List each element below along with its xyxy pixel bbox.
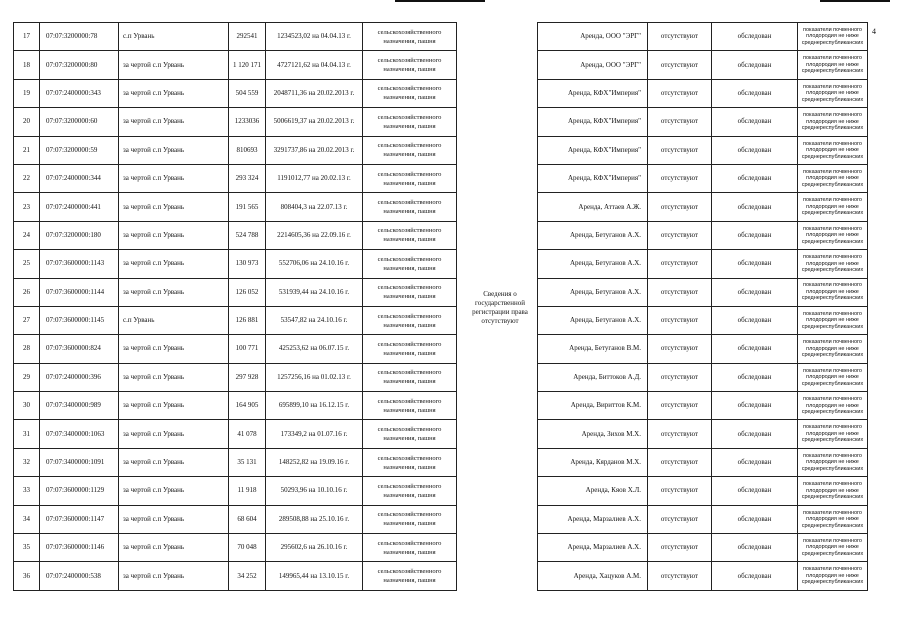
plot-area: 70 048 <box>229 534 266 562</box>
row-number: 30 <box>14 392 40 420</box>
fertility-note: показатели почвенного плодородия не ниже среднереспубликанских <box>798 221 868 249</box>
plot-location: за чертой с.п Урвань <box>119 250 229 278</box>
tenant: Аренда, Кяов Х.Л. <box>538 477 648 505</box>
land-purpose: сельскохозяйственного назначения, пашня <box>363 136 457 164</box>
tenant: Аренда, Вириттов К.М. <box>538 392 648 420</box>
table-row <box>14 505 457 533</box>
tenant: Аренда, Бетуганов А.Х. <box>538 278 648 306</box>
plot-area: 41 078 <box>229 420 266 448</box>
tenant: Аренда, КФХ"Империя" <box>538 79 648 107</box>
cadastral-number: 07:07:3200000:59 <box>40 136 119 164</box>
encumbrance: отсутствуют <box>648 505 712 533</box>
encumbrance: отсутствуют <box>648 108 712 136</box>
cadastral-value: 289508,88 на 25.10.16 г. <box>266 505 363 533</box>
table-row <box>14 108 457 136</box>
land-purpose: сельскохозяйственного назначения, пашня <box>363 23 457 51</box>
cadastral-number: 07:07:3200000:180 <box>40 221 119 249</box>
plot-location: за чертой с.п Урвань <box>119 363 229 391</box>
table-row <box>538 392 868 420</box>
table-row <box>14 335 457 363</box>
row-number: 28 <box>14 335 40 363</box>
land-purpose: сельскохозяйственного назначения, пашня <box>363 108 457 136</box>
table-row <box>14 477 457 505</box>
cadastral-number: 07:07:3200000:78 <box>40 23 119 51</box>
tenant: Аренда, КФХ"Империя" <box>538 108 648 136</box>
table-row <box>538 420 868 448</box>
table-row <box>14 23 457 51</box>
table-row <box>14 562 457 590</box>
table-row <box>538 477 868 505</box>
encumbrance: отсутствуют <box>648 250 712 278</box>
plot-location: за чертой с.п Урвань <box>119 136 229 164</box>
cadastral-number: 07:07:3400000:989 <box>40 392 119 420</box>
table-row <box>538 221 868 249</box>
fertility-note: показатели почвенного плодородия не ниже среднереспубликанских <box>798 108 868 136</box>
plot-area: 524 788 <box>229 221 266 249</box>
tenant: Аренда, Бетуганов А.Х. <box>538 306 648 334</box>
tenant: Аренда, Зихов М.Х. <box>538 420 648 448</box>
encumbrance: отсутствуют <box>648 278 712 306</box>
land-purpose: сельскохозяйственного назначения, пашня <box>363 505 457 533</box>
survey-status: обследован <box>712 306 798 334</box>
cadastral-value: 2214605,36 на 22.09.16 г. <box>266 221 363 249</box>
plot-location: за чертой с.п Урвань <box>119 505 229 533</box>
table-row <box>538 335 868 363</box>
cadastral-number: 07:07:3600000:1146 <box>40 534 119 562</box>
cadastral-value: 53547,82 на 24.10.16 г. <box>266 306 363 334</box>
cadastral-number: 07:07:2400000:343 <box>40 79 119 107</box>
scan-edge-mark <box>820 0 890 2</box>
fertility-note: показатели почвенного плодородия не ниже среднереспубликанских <box>798 23 868 51</box>
tenant: Аренда, Бетуганов А.Х. <box>538 250 648 278</box>
tenant: Аренда, Аттаев А.Ж. <box>538 193 648 221</box>
table-row <box>14 193 457 221</box>
survey-status: обследован <box>712 136 798 164</box>
cadastral-value: 2048711,36 на 20.02.2013 г. <box>266 79 363 107</box>
plot-area: 297 928 <box>229 363 266 391</box>
row-number: 24 <box>14 221 40 249</box>
plot-area: 164 905 <box>229 392 266 420</box>
encumbrance: отсутствуют <box>648 221 712 249</box>
table-row <box>14 448 457 476</box>
table-row <box>14 79 457 107</box>
table-row <box>14 306 457 334</box>
cadastral-number: 07:07:3600000:1143 <box>40 250 119 278</box>
row-number: 23 <box>14 193 40 221</box>
fertility-note: показатели почвенного плодородия не ниже среднереспубликанских <box>798 335 868 363</box>
fertility-note: показатели почвенного плодородия не ниже среднереспубликанских <box>798 136 868 164</box>
row-number: 29 <box>14 363 40 391</box>
row-number: 34 <box>14 505 40 533</box>
land-purpose: сельскохозяйственного назначения, пашня <box>363 477 457 505</box>
row-number: 26 <box>14 278 40 306</box>
plot-location: за чертой с.п Урвань <box>119 221 229 249</box>
plot-area: 11 918 <box>229 477 266 505</box>
tenant: Аренда, Бетуганов В.М. <box>538 335 648 363</box>
cadastral-value: 808404,3 на 22.07.13 г. <box>266 193 363 221</box>
plot-location: за чертой с.п Урвань <box>119 193 229 221</box>
fertility-note: показатели почвенного плодородия не ниже среднереспубликанских <box>798 363 868 391</box>
fertility-note: показатели почвенного плодородия не ниже среднереспубликанских <box>798 448 868 476</box>
cadastral-number: 07:07:3400000:1063 <box>40 420 119 448</box>
plot-area: 292541 <box>229 23 266 51</box>
encumbrance: отсутствуют <box>648 193 712 221</box>
encumbrance: отсутствуют <box>648 79 712 107</box>
plot-area: 100 771 <box>229 335 266 363</box>
encumbrance: отсутствуют <box>648 448 712 476</box>
table-row <box>538 278 868 306</box>
fertility-note: показатели почвенного плодородия не ниже среднереспубликанских <box>798 562 868 590</box>
land-purpose: сельскохозяйственного назначения, пашня <box>363 250 457 278</box>
table-row <box>538 136 868 164</box>
cadastral-number: 07:07:3400000:1091 <box>40 448 119 476</box>
row-number: 25 <box>14 250 40 278</box>
tenant: Аренда, Марзалиев А.Х. <box>538 534 648 562</box>
table-row <box>538 23 868 51</box>
fertility-note: показатели почвенного плодородия не ниже среднереспубликанских <box>798 392 868 420</box>
cadastral-value: 531939,44 на 24.10.16 г. <box>266 278 363 306</box>
cadastral-number: 07:07:3600000:824 <box>40 335 119 363</box>
survey-status: обследован <box>712 23 798 51</box>
survey-status: обследован <box>712 278 798 306</box>
cadastral-number: 07:07:2400000:538 <box>40 562 119 590</box>
scan-edge-mark <box>395 0 485 2</box>
table-row <box>538 193 868 221</box>
plot-area: 68 604 <box>229 505 266 533</box>
encumbrance: отсутствуют <box>648 477 712 505</box>
plot-location: за чертой с.п Урвань <box>119 108 229 136</box>
encumbrance: отсутствуют <box>648 363 712 391</box>
cadastral-value: 695899,10 на 16.12.15 г. <box>266 392 363 420</box>
fertility-note: показатели почвенного плодородия не ниже среднереспубликанских <box>798 306 868 334</box>
plot-area: 191 565 <box>229 193 266 221</box>
encumbrance: отсутствуют <box>648 23 712 51</box>
registration-note: Сведения о государственной регистрации права отсутствуют <box>472 290 528 325</box>
table-row <box>14 420 457 448</box>
land-purpose: сельскохозяйственного назначения, пашня <box>363 278 457 306</box>
cadastral-value: 1191012,77 на 20.02.13 г. <box>266 164 363 192</box>
survey-status: обследован <box>712 392 798 420</box>
plot-area: 810693 <box>229 136 266 164</box>
table-row <box>14 221 457 249</box>
cadastral-number: 07:07:2400000:441 <box>40 193 119 221</box>
land-purpose: сельскохозяйственного назначения, пашня <box>363 448 457 476</box>
survey-status: обследован <box>712 562 798 590</box>
plot-area: 504 559 <box>229 79 266 107</box>
plot-location: за чертой с.п Урвань <box>119 534 229 562</box>
plot-area: 1 120 171 <box>229 51 266 79</box>
land-purpose: сельскохозяйственного назначения, пашня <box>363 562 457 590</box>
survey-status: обследован <box>712 335 798 363</box>
row-number: 27 <box>14 306 40 334</box>
survey-status: обследован <box>712 250 798 278</box>
cadastral-number: 07:07:3600000:1147 <box>40 505 119 533</box>
plot-location: с.п Урвань <box>119 306 229 334</box>
row-number: 19 <box>14 79 40 107</box>
fertility-note: показатели почвенного плодородия не ниже среднереспубликанских <box>798 505 868 533</box>
tenant: Аренда, Кярданов М.Х. <box>538 448 648 476</box>
survey-status: обследован <box>712 477 798 505</box>
row-number: 31 <box>14 420 40 448</box>
table-row <box>14 392 457 420</box>
plot-area: 126 881 <box>229 306 266 334</box>
table-row <box>538 79 868 107</box>
tenant: Аренда, Марзалиев А.Х. <box>538 505 648 533</box>
cadastral-number: 07:07:3600000:1145 <box>40 306 119 334</box>
lease-info-table <box>537 22 868 591</box>
fertility-note: показатели почвенного плодородия не ниже среднереспубликанских <box>798 278 868 306</box>
plot-area: 34 252 <box>229 562 266 590</box>
table-row <box>538 534 868 562</box>
table-row <box>538 306 868 334</box>
land-purpose: сельскохозяйственного назначения, пашня <box>363 534 457 562</box>
row-number: 18 <box>14 51 40 79</box>
cadastral-value: 425253,62 на 06.07.15 г. <box>266 335 363 363</box>
fertility-note: показатели почвенного плодородия не ниже среднереспубликанских <box>798 79 868 107</box>
page-mark: 4 <box>872 27 876 36</box>
land-plots-table <box>13 22 457 591</box>
plot-location: за чертой с.п Урвань <box>119 562 229 590</box>
survey-status: обследован <box>712 505 798 533</box>
table-row <box>538 108 868 136</box>
row-number: 36 <box>14 562 40 590</box>
land-purpose: сельскохозяйственного назначения, пашня <box>363 51 457 79</box>
table-row <box>538 363 868 391</box>
plot-location: за чертой с.п Урвань <box>119 164 229 192</box>
cadastral-value: 1257256,16 на 01.02.13 г. <box>266 363 363 391</box>
row-number: 21 <box>14 136 40 164</box>
encumbrance: отсутствуют <box>648 420 712 448</box>
fertility-note: показатели почвенного плодородия не ниже среднереспубликанских <box>798 477 868 505</box>
tenant: Аренда, ООО "ЭРГ" <box>538 23 648 51</box>
survey-status: обследован <box>712 51 798 79</box>
cadastral-value: 173349,2 на 01.07.16 г. <box>266 420 363 448</box>
plot-location: за чертой с.п Урвань <box>119 79 229 107</box>
cadastral-number: 07:07:2400000:396 <box>40 363 119 391</box>
fertility-note: показатели почвенного плодородия не ниже среднереспубликанских <box>798 250 868 278</box>
table-row <box>14 278 457 306</box>
tenant: Аренда, ООО "ЭРГ" <box>538 51 648 79</box>
encumbrance: отсутствуют <box>648 534 712 562</box>
cadastral-number: 07:07:2400000:344 <box>40 164 119 192</box>
land-purpose: сельскохозяйственного назначения, пашня <box>363 306 457 334</box>
encumbrance: отсутствуют <box>648 164 712 192</box>
tenant: Аренда, Бетуганов А.Х. <box>538 221 648 249</box>
tenant: Аренда, Биттоков А.Д. <box>538 363 648 391</box>
survey-status: обследован <box>712 193 798 221</box>
encumbrance: отсутствуют <box>648 136 712 164</box>
plot-location: за чертой с.п Урвань <box>119 278 229 306</box>
row-number: 32 <box>14 448 40 476</box>
plot-location: с.п Урвань <box>119 23 229 51</box>
cadastral-value: 295602,6 на 26.10.16 г. <box>266 534 363 562</box>
plot-area: 126 052 <box>229 278 266 306</box>
cadastral-number: 07:07:3600000:1144 <box>40 278 119 306</box>
plot-location: за чертой с.п Урвань <box>119 477 229 505</box>
table-row <box>14 136 457 164</box>
encumbrance: отсутствуют <box>648 335 712 363</box>
land-purpose: сельскохозяйственного назначения, пашня <box>363 193 457 221</box>
cadastral-value: 552706,06 на 24.10.16 г. <box>266 250 363 278</box>
cadastral-value: 3291737,86 на 20.02.2013 г. <box>266 136 363 164</box>
cadastral-number: 07:07:3200000:80 <box>40 51 119 79</box>
fertility-note: показатели почвенного плодородия не ниже среднереспубликанских <box>798 164 868 192</box>
tenant: Аренда, КФХ"Империя" <box>538 136 648 164</box>
row-number: 33 <box>14 477 40 505</box>
land-purpose: сельскохозяйственного назначения, пашня <box>363 363 457 391</box>
cadastral-value: 4727121,62 на 04.04.13 г. <box>266 51 363 79</box>
row-number: 20 <box>14 108 40 136</box>
tenant: Аренда, Хацуков А.М. <box>538 562 648 590</box>
cadastral-number: 07:07:3200000:60 <box>40 108 119 136</box>
survey-status: обследован <box>712 448 798 476</box>
encumbrance: отсутствуют <box>648 392 712 420</box>
table-row <box>14 250 457 278</box>
tenant: Аренда, КФХ"Империя" <box>538 164 648 192</box>
survey-status: обследован <box>712 164 798 192</box>
fertility-note: показатели почвенного плодородия не ниже среднереспубликанских <box>798 193 868 221</box>
plot-area: 1233036 <box>229 108 266 136</box>
survey-status: обследован <box>712 79 798 107</box>
plot-location: за чертой с.п Урвань <box>119 392 229 420</box>
table-row <box>14 534 457 562</box>
plot-area: 130 973 <box>229 250 266 278</box>
fertility-note: показатели почвенного плодородия не ниже среднереспубликанских <box>798 534 868 562</box>
cadastral-value: 50293,96 на 10.10.16 г. <box>266 477 363 505</box>
survey-status: обследован <box>712 420 798 448</box>
table-row <box>14 363 457 391</box>
table-row <box>14 51 457 79</box>
survey-status: обследован <box>712 534 798 562</box>
cadastral-value: 149965,44 на 13.10.15 г. <box>266 562 363 590</box>
plot-location: за чертой с.п Урвань <box>119 420 229 448</box>
plot-location: за чертой с.п Урвань <box>119 51 229 79</box>
plot-location: за чертой с.п Урвань <box>119 335 229 363</box>
table-row <box>538 164 868 192</box>
survey-status: обследован <box>712 363 798 391</box>
table-row <box>14 164 457 192</box>
plot-area: 293 324 <box>229 164 266 192</box>
land-purpose: сельскохозяйственного назначения, пашня <box>363 392 457 420</box>
row-number: 22 <box>14 164 40 192</box>
fertility-note: показатели почвенного плодородия не ниже среднереспубликанских <box>798 51 868 79</box>
land-purpose: сельскохозяйственного назначения, пашня <box>363 335 457 363</box>
land-purpose: сельскохозяйственного назначения, пашня <box>363 164 457 192</box>
plot-location: за чертой с.п Урвань <box>119 448 229 476</box>
row-number: 35 <box>14 534 40 562</box>
row-number: 17 <box>14 23 40 51</box>
plot-area: 35 131 <box>229 448 266 476</box>
land-purpose: сельскохозяйственного назначения, пашня <box>363 79 457 107</box>
survey-status: обследован <box>712 221 798 249</box>
land-purpose: сельскохозяйственного назначения, пашня <box>363 221 457 249</box>
encumbrance: отсутствуют <box>648 306 712 334</box>
survey-status: обследован <box>712 108 798 136</box>
table-row <box>538 448 868 476</box>
cadastral-number: 07:07:3600000:1129 <box>40 477 119 505</box>
table-row <box>538 562 868 590</box>
table-row <box>538 505 868 533</box>
encumbrance: отсутствуют <box>648 562 712 590</box>
land-purpose: сельскохозяйственного назначения, пашня <box>363 420 457 448</box>
fertility-note: показатели почвенного плодородия не ниже среднереспубликанских <box>798 420 868 448</box>
encumbrance: отсутствуют <box>648 51 712 79</box>
cadastral-value: 148252,82 на 19.09.16 г. <box>266 448 363 476</box>
cadastral-value: 1234523,02 на 04.04.13 г. <box>266 23 363 51</box>
cadastral-value: 5006619,37 на 20.02.2013 г. <box>266 108 363 136</box>
table-row <box>538 250 868 278</box>
table-row <box>538 51 868 79</box>
